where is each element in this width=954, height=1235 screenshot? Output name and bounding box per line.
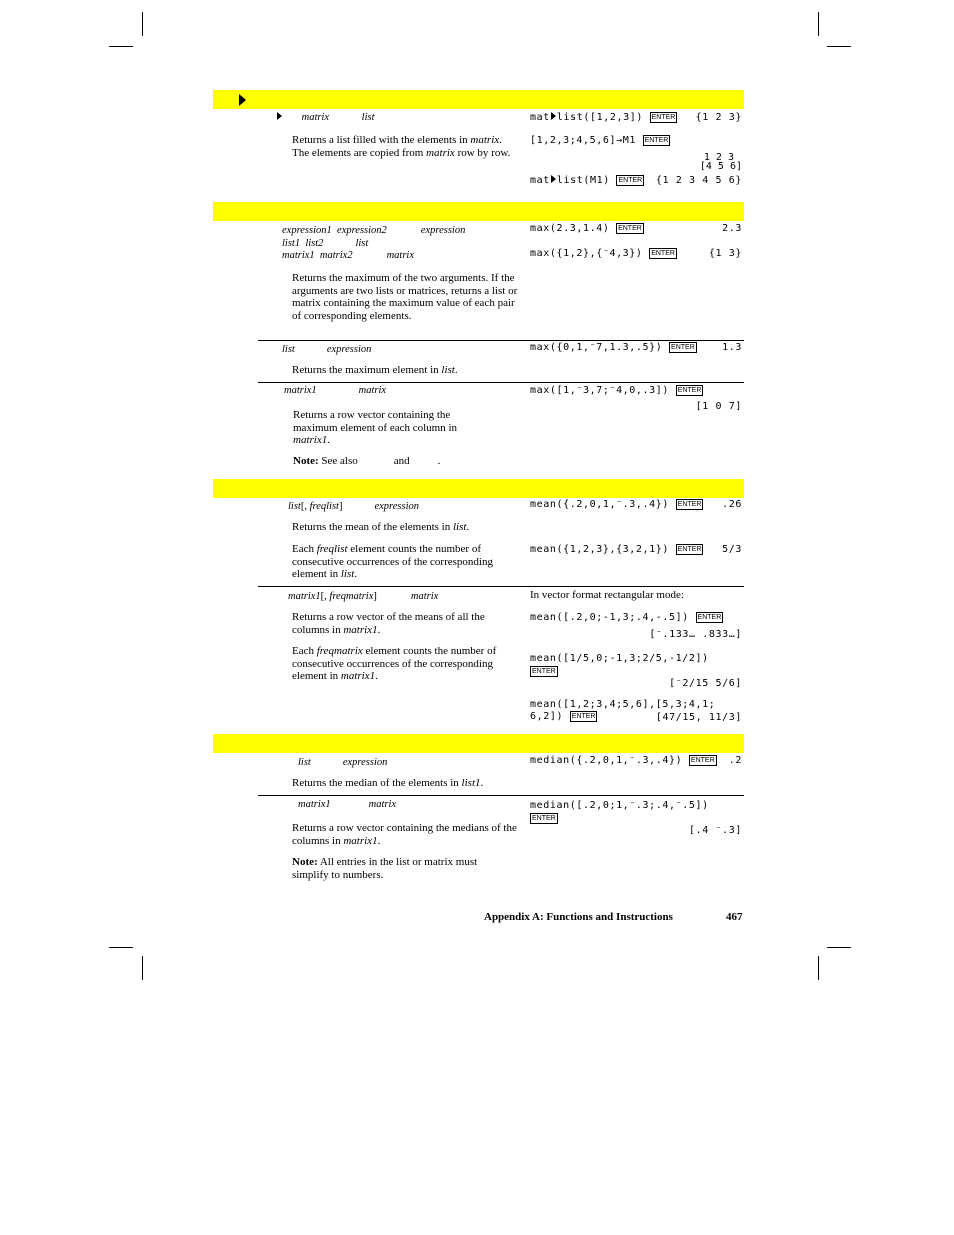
enter-key-icon: ENTER <box>697 614 722 621</box>
median-description-2: Returns a row vector containing the medians of the columns in matrix1. <box>292 822 517 847</box>
max-example-2: max({1,2},{⁻4,3}) ENTER <box>530 248 675 259</box>
max-example-1: max(2.3,1.4) ENTER <box>530 223 642 234</box>
section-header-matlist <box>213 90 744 109</box>
enter-key-icon: ENTER <box>651 114 676 121</box>
footer-title: Appendix A: Functions and Instructions <box>484 911 673 923</box>
mean-description-1: Returns the mean of the elements in list. <box>292 521 470 533</box>
max-description-2: Returns the maximum element in list. <box>292 364 458 376</box>
conversion-arrow-icon <box>277 112 282 120</box>
mean-syntax-2: matrix1[, freqmatrix] matrix <box>288 591 439 602</box>
enter-key-icon: ENTER <box>671 344 695 351</box>
mean-example-1: mean({.2,0,1,⁻.3,.4}) ENTER <box>530 499 702 510</box>
mean-example-1-result: .26 <box>722 499 742 510</box>
median-example-1: median({.2,0,1,⁻.3,.4}) ENTER <box>530 755 715 766</box>
enter-key-icon: ENTER <box>677 546 702 553</box>
crop-mark <box>827 46 851 47</box>
matlist-syntax: matrix list <box>276 112 375 123</box>
mean-example-2: mean({1,2,3},{3,2,1}) ENTER <box>530 544 702 555</box>
crop-mark <box>109 947 133 948</box>
page-number: 467 <box>726 911 743 923</box>
crop-mark <box>142 12 143 36</box>
mean-example-5-result: [47/15, 11/3] <box>655 712 742 723</box>
matlist-example-1: mat list([1,2,3]) ENTER <box>530 112 676 123</box>
enter-key-icon: ENTER <box>677 387 702 394</box>
max-example-2-result: {1 3} <box>708 248 742 259</box>
matlist-example-3-result: {1 2 3 4 5 6} <box>655 175 742 186</box>
enter-key-icon: ENTER <box>532 668 556 675</box>
max-syntax-5: matrix1 matrix <box>284 385 387 396</box>
mean-description-3: Returns a row vector of the means of all the columns in matrix1. <box>292 611 485 636</box>
max-syntax-2: list1 list2 list <box>282 238 369 249</box>
matlist-example-2: [1,2,3;4,5,6]→M1 ENTER <box>530 135 669 146</box>
conversion-arrow-icon <box>551 175 556 183</box>
crop-mark <box>818 956 819 980</box>
divider <box>258 586 744 587</box>
max-example-3: max({0,1,⁻7,1.3,.5}) ENTER <box>530 342 695 353</box>
crop-mark <box>827 947 851 948</box>
divider <box>258 382 744 383</box>
median-note: Note: All entries in the list or matrix must simplify to numbers. <box>292 856 478 881</box>
matlist-example-2-result: 1 2 3 [4 5 6] <box>699 152 742 172</box>
mean-example-4-result: [⁻2/15 5/6] <box>669 678 742 689</box>
mean-description-2: Each freqlist element counts the number of consecutive occurrences of the corresponding element in list. <box>292 543 493 580</box>
enter-key-icon: ENTER <box>618 177 643 184</box>
median-description-1: Returns the median of the elements in list1. <box>292 777 484 789</box>
mean-example-3-result: [⁻.133… .833…] <box>649 629 742 640</box>
max-syntax-3: matrix1 matrix2 matrix <box>282 250 415 261</box>
enter-key-icon: ENTER <box>651 250 675 257</box>
max-description-3: Returns a row vector containing the maximum element of each column in matrix1. <box>293 409 458 446</box>
median-syntax-2: matrix1 matrix <box>298 799 397 810</box>
crop-mark <box>818 12 819 36</box>
median-example-2: median([.2,0;1,⁻.3;.4,⁻.5]) ENTER <box>530 800 709 822</box>
store-arrow-icon: → <box>616 135 623 146</box>
section-header-mean <box>213 479 744 498</box>
mean-example-5: mean([1,2;3,4;5,6],[5,3;4,1; 6,2]) ENTER <box>530 699 716 722</box>
max-example-4-result: [1 0 7] <box>695 401 742 412</box>
crop-mark <box>109 46 133 47</box>
enter-key-icon: ENTER <box>532 815 556 822</box>
section-header-max <box>213 202 744 221</box>
matlist-example-1-result: {1 2 3} <box>695 112 742 123</box>
enter-key-icon: ENTER <box>618 225 642 232</box>
median-example-1-result: .2 <box>728 755 742 766</box>
max-example-3-result: 1.3 <box>722 342 742 353</box>
enter-key-icon: ENTER <box>571 713 596 720</box>
section-header-median <box>213 734 744 753</box>
mean-syntax-1: list[, freqlist] expression <box>288 501 419 512</box>
max-example-1-result: 2.3 <box>722 223 742 234</box>
mean-description-4: Each freqmatrix element counts the number of consecutive occurrences of the corresponding element in matrix1. <box>292 645 497 682</box>
mean-example-4: mean([1/5,0;-1,3;2/5,-1/2]) ENTER <box>530 653 709 675</box>
crop-mark <box>142 956 143 980</box>
conversion-arrow-icon <box>239 94 246 106</box>
matlist-description: Returns a list filled with the elements in matrix. The elements are copied from matrix row by row. <box>292 134 511 159</box>
enter-key-icon: ENTER <box>644 137 669 144</box>
mean-mode-note: In vector format rectangular mode: <box>530 589 684 601</box>
max-syntax-4: list expression <box>282 344 372 355</box>
mean-example-2-result: 5/3 <box>722 544 742 555</box>
max-note: Note: See also and . <box>293 455 441 467</box>
divider <box>258 340 744 341</box>
max-example-4: max([1,⁻3,7;⁻4,0,.3]) ENTER <box>530 385 702 396</box>
divider <box>258 795 744 796</box>
enter-key-icon: ENTER <box>690 757 715 764</box>
median-syntax-1: list expression <box>298 757 388 768</box>
enter-key-icon: ENTER <box>677 501 702 508</box>
median-example-2-result: [.4 ⁻.3] <box>689 825 742 836</box>
max-syntax-1: expression1 expression2 expression <box>282 225 466 236</box>
matlist-example-3: mat list(M1) ENTER <box>530 175 643 186</box>
conversion-arrow-icon <box>551 112 556 120</box>
max-description: Returns the maximum of the two arguments. If the arguments are two lists or matrices, returns a list or matrix containing the maximum value of each pair of corresponding elements. <box>292 272 518 322</box>
mean-example-3: mean([.2,0;-1,3;.4,-.5]) ENTER <box>530 612 722 623</box>
